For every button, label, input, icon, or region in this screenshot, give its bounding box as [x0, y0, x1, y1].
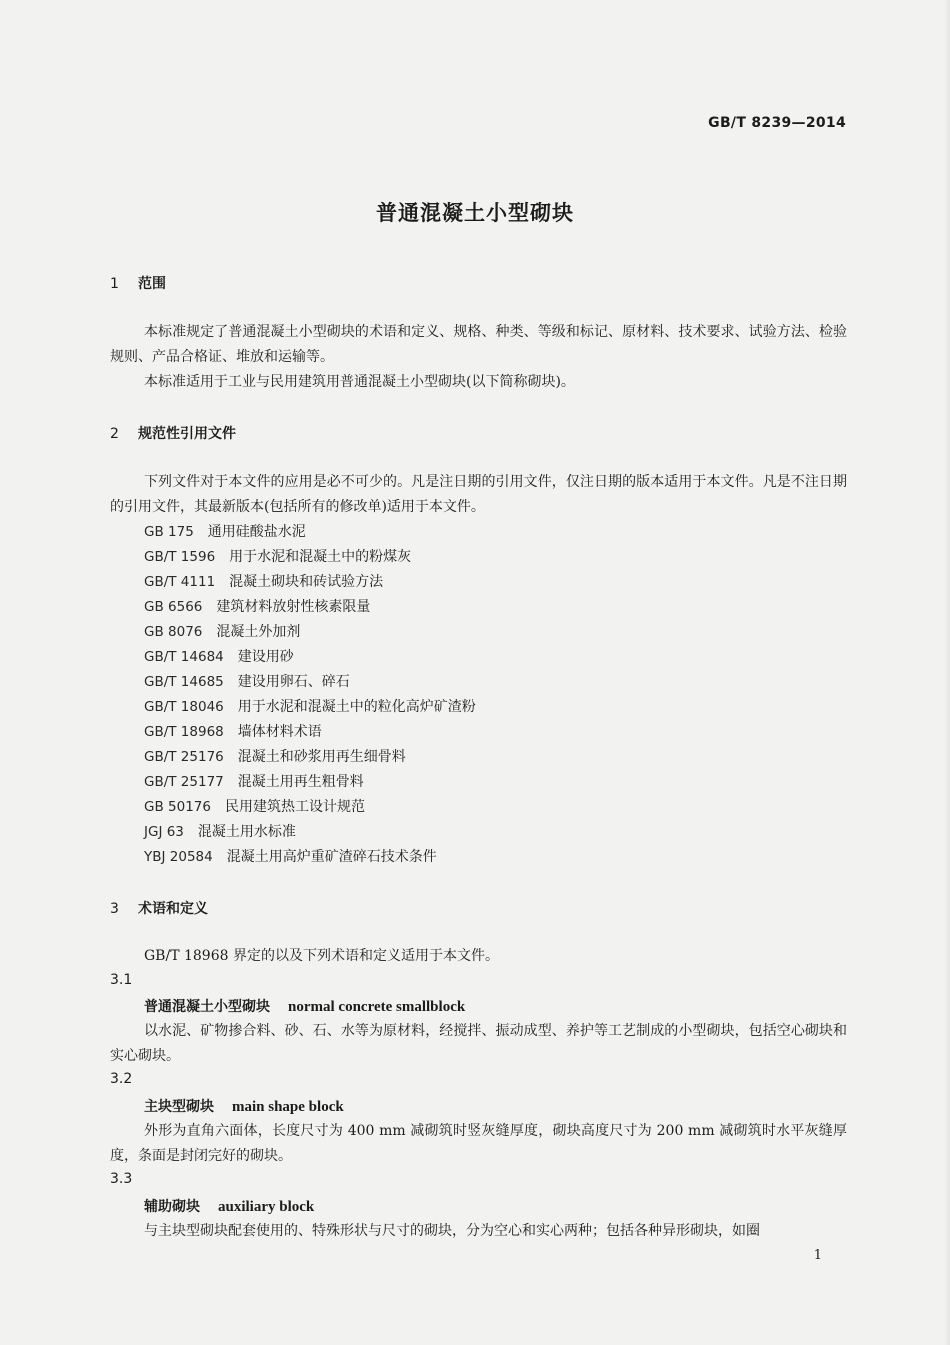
reference-item [144, 720, 476, 745]
reference-item [144, 545, 476, 570]
reference-item [144, 595, 476, 620]
reference-code: GB/T 18046 [144, 699, 224, 715]
page-number: 1 [813, 1248, 822, 1263]
reference-code: GB/T 25177 [144, 774, 224, 790]
section-2-heading [110, 423, 236, 443]
section-number: 2 [110, 426, 119, 442]
references-intro: 下列文件对于本文件的应用是必不可少的。凡是注日期的引用文件，仅注日期的版本适用于本文件。凡是不注日期的引用文件，其最新版本(包括所有的修改单)适用于本文件。 [110, 474, 847, 515]
standard-code: GB/T 8239—2014 [708, 115, 846, 131]
reference-item [144, 645, 476, 670]
terms-intro: GB/T 18968 界定的以及下列术语和定义适用于本文件。 [144, 948, 499, 964]
reference-title: 混凝土用再生粗骨料 [237, 774, 364, 790]
reference-item [144, 670, 476, 695]
term-chinese: 辅助砌块 [144, 1199, 200, 1215]
term-chinese: 主块型砌块 [144, 1099, 214, 1115]
reference-code: JGJ 63 [144, 824, 184, 840]
reference-item [144, 570, 476, 595]
term-definition: 以水泥、矿物掺合料、砂、石、水等为原材料，经搅拌、振动成型、养护等工艺制成的小型砌块，包括空心砌块和实心砌块。 [110, 1023, 847, 1064]
reference-title: 混凝土用高炉重矿渣碎石技术条件 [226, 849, 437, 865]
scope-paragraph: 本标准规定了普通混凝土小型砌块的术语和定义、规格、种类、等级和标记、原材料、技术要求、试验方法、检验规则、产品合格证、堆放和运输等。 [110, 324, 847, 365]
reference-code: YBJ 20584 [144, 849, 213, 865]
section-1-heading [110, 273, 166, 293]
reference-code: GB 175 [144, 524, 194, 540]
reference-title: 民用建筑热工设计规范 [224, 799, 365, 815]
reference-code: GB 50176 [144, 799, 211, 815]
reference-item [144, 745, 476, 770]
reference-title: 通用硅酸盐水泥 [207, 524, 306, 540]
reference-item [144, 620, 476, 645]
term-english: normal concrete smallblock [288, 999, 466, 1015]
reference-title: 混凝土和砂浆用再生细骨料 [237, 749, 406, 765]
term-heading [144, 996, 465, 1016]
reference-title: 墙体材料术语 [237, 724, 322, 740]
reference-item [144, 845, 476, 870]
reference-title: 混凝土用水标准 [197, 824, 296, 840]
reference-title: 用于水泥和混凝土中的粉煤灰 [229, 549, 412, 565]
section-title: 范围 [138, 276, 166, 292]
section-number: 3 [110, 901, 119, 917]
document-title: 普通混凝土小型砌块 [376, 201, 574, 225]
reference-item [144, 520, 476, 545]
reference-code: GB/T 14685 [144, 674, 224, 690]
reference-code: GB 6566 [144, 599, 203, 615]
reference-item [144, 795, 476, 820]
reference-title: 混凝土砌块和砖试验方法 [229, 574, 384, 590]
reference-title: 建筑材料放射性核素限量 [216, 599, 371, 615]
reference-title: 建设用卵石、碎石 [237, 674, 350, 690]
term-definition: 外形为直角六面体，长度尺寸为 400 mm 减砌筑时竖灰缝厚度，砌块高度尺寸为 200 mm 减砌筑时水平灰缝厚度，条面是封闭完好的砌块。 [110, 1123, 847, 1164]
term-definition: 与主块型砌块配套使用的、特殊形状与尺寸的砌块，分为空心和实心两种；包括各种异形砌块，如圈 [144, 1223, 760, 1239]
reference-code: GB/T 1596 [144, 549, 216, 565]
reference-item [144, 695, 476, 720]
reference-title: 用于水泥和混凝土中的粒化高炉矿渣粉 [237, 699, 476, 715]
term-chinese: 普通混凝土小型砌块 [144, 999, 270, 1015]
section-title: 术语和定义 [138, 901, 208, 917]
reference-item [144, 770, 476, 795]
section-3-heading [110, 898, 208, 918]
term-number: 3.3 [110, 1171, 133, 1187]
term-number: 3.1 [110, 972, 133, 988]
reference-code: GB/T 4111 [144, 574, 216, 590]
section-number: 1 [110, 276, 119, 292]
term-heading [144, 1196, 314, 1216]
reference-title: 混凝土外加剂 [216, 624, 301, 640]
reference-code: GB/T 25176 [144, 749, 224, 765]
term-english: auxiliary block [218, 1199, 315, 1215]
section-title: 规范性引用文件 [138, 426, 236, 442]
reference-code: GB/T 14684 [144, 649, 224, 665]
term-number: 3.2 [110, 1071, 133, 1087]
reference-title: 建设用砂 [237, 649, 294, 665]
term-english: main shape block [232, 1099, 344, 1115]
reference-code: GB/T 18968 [144, 724, 224, 740]
scope-applicability-paragraph: 本标准适用于工业与民用建筑用普通混凝土小型砌块(以下简称砌块)。 [144, 374, 575, 390]
reference-item [144, 820, 476, 845]
term-heading [144, 1096, 344, 1116]
reference-code: GB 8076 [144, 624, 203, 640]
reference-list [144, 520, 476, 870]
